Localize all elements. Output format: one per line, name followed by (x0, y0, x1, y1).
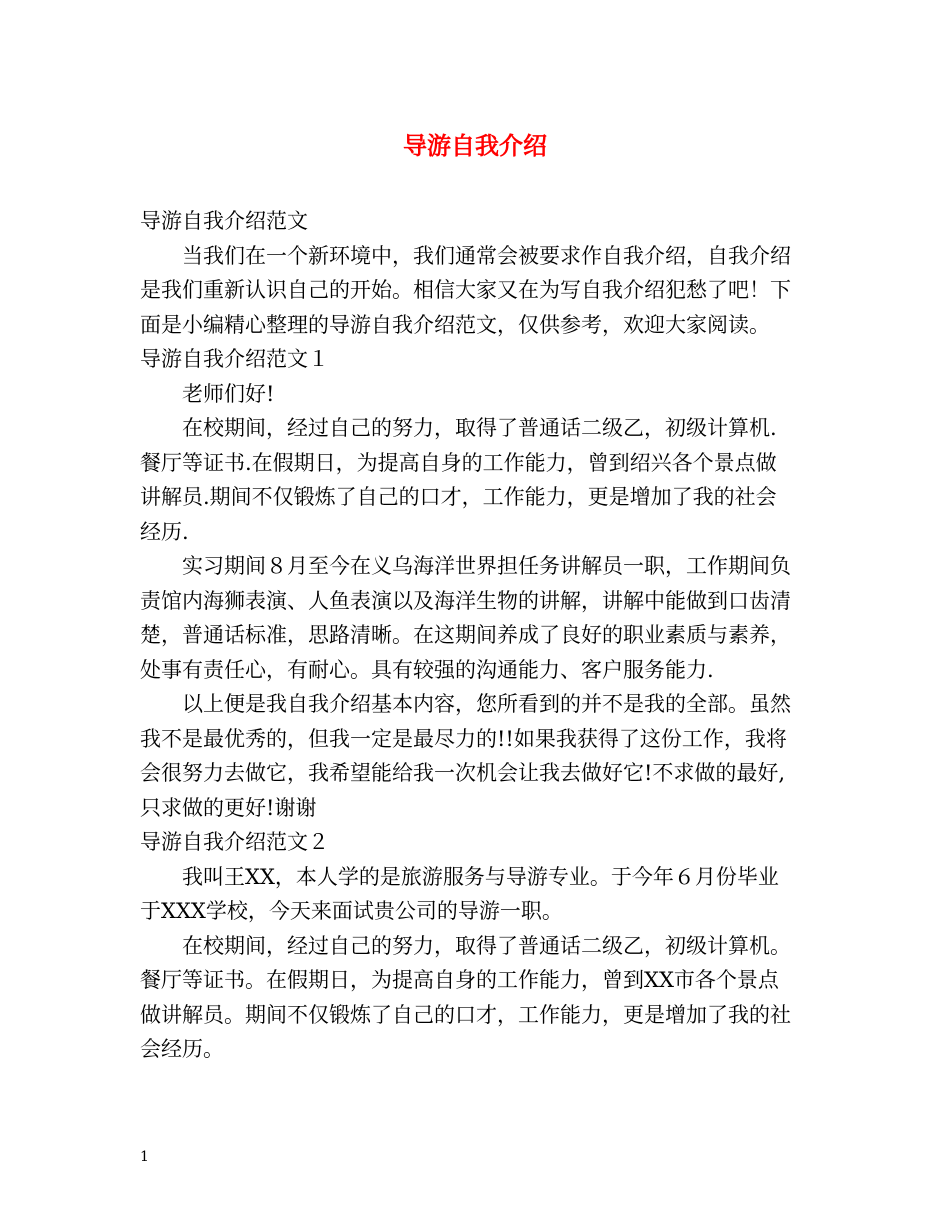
text-line: 会很努力去做它，我希望能给我一次机会让我去做好它!不求做的最好, (140, 761, 786, 785)
text-line: 我不是最优秀的，但我一定是最尽力的!!如果我获得了这份工作，我将 (140, 726, 787, 751)
text-line: 楚，普通话标准，思路清晰。在这期间养成了良好的职业素质与素养， (140, 623, 791, 647)
text-line: 在校期间，经过自己的努力，取得了普通话二级乙，初级计算机。 (182, 933, 791, 958)
text-line: 餐厅等证书.在假期日，为提高自身的工作能力，曾到绍兴各个景点做 (140, 450, 777, 475)
document-body (140, 204, 812, 1067)
text-line: 责馆内海狮表演、人鱼表演以及海洋生物的讲解，讲解中能做到口齿清 (140, 588, 791, 613)
text-line: 导游自我介绍范文 (140, 209, 308, 233)
text-line: 面是小编精心整理的导游自我介绍范文，仅供参考，欢迎大家阅读。 (140, 312, 770, 337)
text-line: 讲解员.期间不仅锻炼了自己的口才，工作能力，更是增加了我的社会 (140, 485, 777, 509)
text-line: 餐厅等证书。在假期日，为提高自身的工作能力，曾到XX市各个景点 (140, 968, 779, 992)
text-line: 是我们重新认识自己的开始。相信大家又在为写自我介绍犯愁了吧！下 (140, 278, 791, 302)
text-line: 经历. (140, 519, 189, 544)
text-line: 只求做的更好!谢谢 (140, 795, 317, 820)
text-line: 当我们在一个新环境中，我们通常会被要求作自我介绍，自我介绍 (182, 243, 791, 268)
text-line: 处事有责任心，有耐心。具有较强的沟通能力、客户服务能力. (140, 657, 714, 682)
text-line: 老师们好! (182, 381, 275, 406)
text-line: 我叫王XX，本人学的是旅游服务与导游专业。于今年６月份毕业 (182, 864, 779, 889)
page-number: 1 (140, 1149, 149, 1165)
text-line: 导游自我介绍范文２ (140, 830, 329, 854)
text-line: 会经历。 (140, 1037, 224, 1061)
text-line: 做讲解员。期间不仅锻炼了自己的口才，工作能力，更是增加了我的社 (140, 1002, 791, 1027)
document-title: 导游自我介绍 (403, 131, 547, 160)
text-line: 于XXX学校，今天来面试贵公司的导游一职。 (140, 899, 563, 923)
text-line: 实习期间８月至今在义乌海洋世界担任务讲解员一职，工作期间负 (182, 554, 791, 578)
text-line: 以上便是我自我介绍基本内容，您所看到的并不是我的全部。虽然 (182, 692, 791, 716)
text-line: 导游自我介绍范文１ (140, 347, 329, 371)
text-line: 在校期间，经过自己的努力，取得了普通话二级乙，初级计算机. (182, 416, 777, 440)
